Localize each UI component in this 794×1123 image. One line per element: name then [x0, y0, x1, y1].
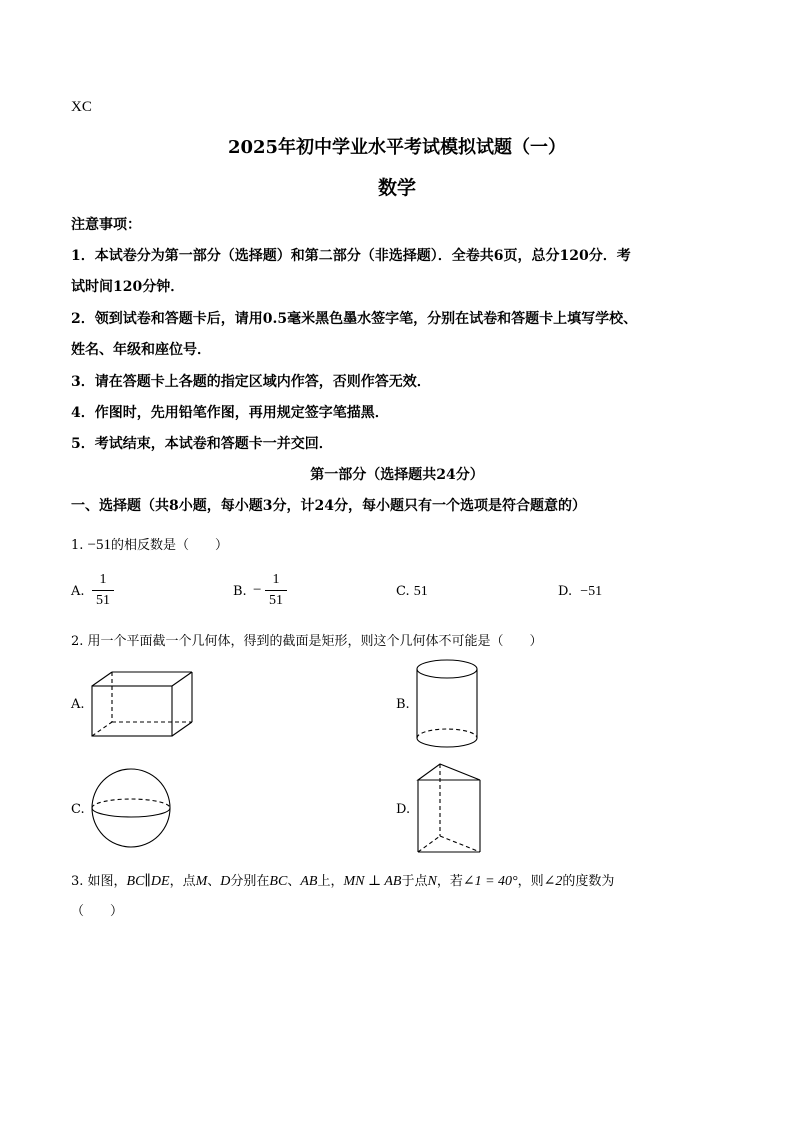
q1-math: −51 [87, 537, 112, 553]
q3-math-angle2: ∠2 [543, 874, 563, 889]
q3-math-parallel: BC∥DE [126, 874, 170, 889]
q1-option-d-label: D. [558, 584, 573, 599]
q1-option-b-denominator: 51 [269, 593, 283, 608]
q1-option-b-fraction [265, 572, 287, 609]
q3-math-bc: BC [269, 874, 288, 889]
cylinder-icon [414, 658, 480, 752]
q3-math-d: D [220, 874, 231, 889]
q1-option-a-denominator: 51 [96, 593, 110, 608]
q1-option-a-fraction [92, 572, 114, 609]
q1-option-b-label: B. [233, 584, 247, 599]
q3-math-m: M [195, 874, 208, 889]
note-line-4: 姓名、年级和座位号． [71, 342, 211, 358]
q2-option-b-label: B. [396, 697, 410, 712]
note-line-7: 5．考试结束，本试卷和答题卡一并交回． [71, 436, 333, 452]
q3-line [71, 870, 614, 890]
q3-answer-blank: （ ） [71, 904, 124, 919]
fraction-bar [265, 590, 287, 591]
section-heading: 一、选择题（共8小题，每小题3分，计24分，每小题只有一个选项是符合题意的） [71, 498, 586, 514]
q3-text-2: ，点 [169, 874, 196, 889]
q1-line [71, 534, 228, 554]
part1-title: 第一部分（选择题共24分） [310, 467, 484, 483]
note-line-6: 4．作图时，先用铅笔作图，再用规定签字笔描黑． [71, 405, 389, 421]
q3-text-3: 、 [207, 874, 221, 889]
q3-text-6: 上， [317, 874, 344, 889]
q3-text-5: 、 [287, 874, 301, 889]
q1-option-c [396, 584, 428, 600]
notes-heading: 注意事项： [71, 217, 141, 233]
sphere-icon [90, 767, 172, 849]
subject-title: 数学 [377, 177, 416, 199]
q3-text-9: ，则 [517, 874, 544, 889]
q3-text-10: 的度数为 [562, 874, 615, 889]
header-code: XC [71, 99, 92, 115]
page-title: 2025年初中学业水平考试模拟试题（一） [227, 137, 567, 158]
q1-option-b-numerator: 1 [272, 572, 280, 587]
note-line-2: 试时间120分钟． [71, 279, 185, 295]
q3-math-n: N [427, 874, 437, 889]
q1-option-c-value: 51 [413, 584, 428, 599]
q1-option-a-numerator: 1 [99, 572, 107, 587]
q3-math-ab: AB [300, 874, 318, 889]
q3-text-1: 3. 如图， [71, 874, 127, 889]
q1-option-c-label: C. [396, 584, 410, 599]
q3-text-4: 分别在 [230, 874, 270, 889]
q2-option-a-label: A. [71, 697, 85, 712]
q1-option-b-sign: − [253, 582, 262, 598]
q1-number: 1. [71, 538, 84, 553]
q1-option-d-value: −51 [580, 584, 603, 599]
q1-option-a-label: A. [71, 584, 85, 599]
note-line-5: 3．请在答题卡上各题的指定区域内作答，否则作答无效． [71, 374, 431, 390]
cuboid-icon [90, 670, 195, 740]
note-line-1: 1．本试卷分为第一部分（选择题）和第二部分（非选择题）．全卷共6页，总分120分．考 [71, 248, 631, 264]
q3-text-8: ，若 [436, 874, 463, 889]
q2-option-d-label: D. [396, 802, 411, 817]
q3-text-7: 于点 [401, 874, 428, 889]
note-line-3: 2．领到试卷和答题卡后，请用0.5毫米黑色墨水签字笔，分别在试卷和答题卡上填写学校、 [71, 311, 638, 327]
q3-math-perp: MN ⊥ AB [343, 874, 402, 889]
q3-math-angle1: ∠1 = 40° [462, 874, 518, 889]
q1-option-d [558, 584, 602, 600]
prism-icon [416, 762, 484, 856]
q2-text: 2. 用一个平面截一个几何体，得到的截面是矩形，则这个几何体不可能是（ ） [71, 634, 543, 649]
q2-option-c-label: C. [71, 802, 85, 817]
fraction-bar [92, 590, 114, 591]
q1-text: 的相反数是（ ） [111, 538, 229, 553]
